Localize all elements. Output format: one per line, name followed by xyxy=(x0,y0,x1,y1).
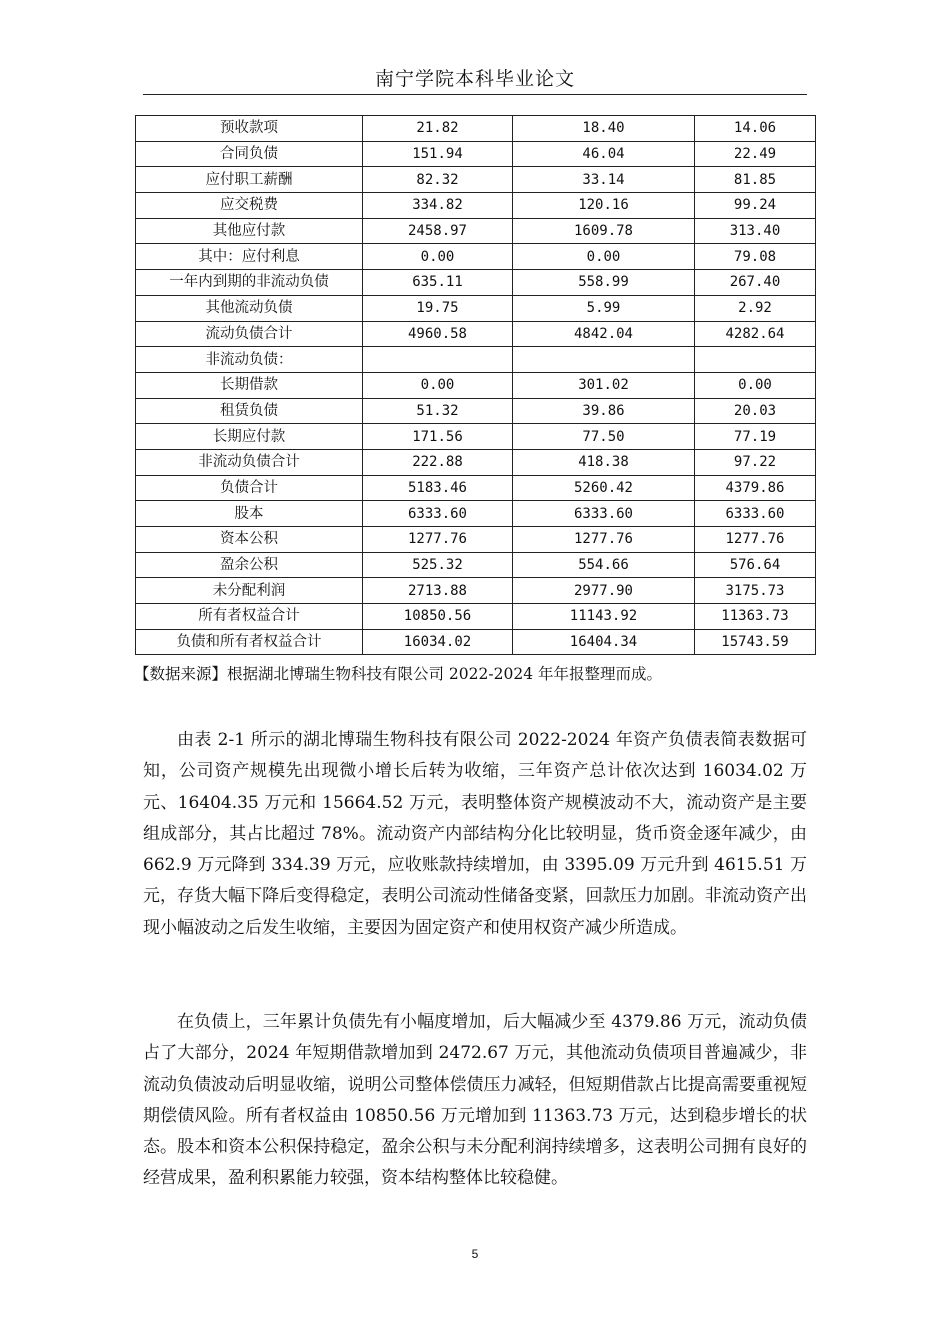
table-row xyxy=(136,629,816,655)
value-cell: 39.86 xyxy=(513,398,695,424)
value-cell: 0.00 xyxy=(513,244,695,270)
table-row xyxy=(136,398,816,424)
value-cell: 22.49 xyxy=(695,141,816,167)
table-row xyxy=(136,270,816,296)
balance-sheet-body xyxy=(136,116,816,655)
item-label-cell: 合同负债 xyxy=(136,141,363,167)
item-label-cell: 流动负债合计 xyxy=(136,321,363,347)
item-label-cell: 负债合计 xyxy=(136,475,363,501)
value-cell: 82.32 xyxy=(363,167,513,193)
value-cell: 11143.92 xyxy=(513,604,695,630)
value-cell: 222.88 xyxy=(363,449,513,475)
value-cell: 21.82 xyxy=(363,116,513,142)
item-label-cell: 负债和所有者权益合计 xyxy=(136,629,363,655)
table-row xyxy=(136,604,816,630)
value-cell: 2977.90 xyxy=(513,578,695,604)
value-cell: 4960.58 xyxy=(363,321,513,347)
table-row xyxy=(136,116,816,142)
table-row xyxy=(136,347,816,373)
item-label-cell: 租赁负债 xyxy=(136,398,363,424)
value-cell: 97.22 xyxy=(695,449,816,475)
value-cell: 418.38 xyxy=(513,449,695,475)
value-cell: 525.32 xyxy=(363,552,513,578)
value-cell: 10850.56 xyxy=(363,604,513,630)
header-rule xyxy=(143,94,807,95)
value-cell: 151.94 xyxy=(363,141,513,167)
item-label-cell: 所有者权益合计 xyxy=(136,604,363,630)
table-row xyxy=(136,527,816,553)
value-cell: 2713.88 xyxy=(363,578,513,604)
data-source-note: 【数据来源】根据湖北博瑞生物科技有限公司 2022-2024 年年报整理而成。 xyxy=(134,665,662,683)
value-cell: 0.00 xyxy=(695,372,816,398)
value-cell: 635.11 xyxy=(363,270,513,296)
balance-sheet-table xyxy=(135,115,816,655)
value-cell: 1277.76 xyxy=(695,527,816,553)
value-cell: 313.40 xyxy=(695,218,816,244)
value-cell: 558.99 xyxy=(513,270,695,296)
value-cell: 33.14 xyxy=(513,167,695,193)
value-cell: 4282.64 xyxy=(695,321,816,347)
item-label-cell: 其他流动负债 xyxy=(136,295,363,321)
value-cell: 6333.60 xyxy=(695,501,816,527)
table-row xyxy=(136,295,816,321)
value-cell: 0.00 xyxy=(363,244,513,270)
item-label-cell: 应交税费 xyxy=(136,193,363,219)
value-cell: 16034.02 xyxy=(363,629,513,655)
value-cell: 2.92 xyxy=(695,295,816,321)
item-label-cell: 长期应付款 xyxy=(136,424,363,450)
table-row xyxy=(136,193,816,219)
value-cell: 4379.86 xyxy=(695,475,816,501)
page-header-title: 南宁学院本科毕业论文 xyxy=(374,68,575,90)
table-row xyxy=(136,244,816,270)
item-label-cell: 非流动负债： xyxy=(136,347,363,373)
value-cell: 77.50 xyxy=(513,424,695,450)
value-cell: 79.08 xyxy=(695,244,816,270)
value-cell: 4842.04 xyxy=(513,321,695,347)
item-label-cell: 资本公积 xyxy=(136,527,363,553)
value-cell: 171.56 xyxy=(363,424,513,450)
item-label-cell: 应付职工薪酬 xyxy=(136,167,363,193)
value-cell: 1277.76 xyxy=(513,527,695,553)
value-cell: 301.02 xyxy=(513,372,695,398)
table-row xyxy=(136,424,816,450)
value-cell: 18.40 xyxy=(513,116,695,142)
item-label-cell: 长期借款 xyxy=(136,372,363,398)
page-number: 5 xyxy=(471,1247,479,1261)
table-row xyxy=(136,501,816,527)
table-row xyxy=(136,578,816,604)
value-cell: 6333.60 xyxy=(513,501,695,527)
table-row xyxy=(136,141,816,167)
value-cell: 6333.60 xyxy=(363,501,513,527)
item-label-cell: 其他应付款 xyxy=(136,218,363,244)
item-label-cell: 预收款项 xyxy=(136,116,363,142)
item-label-cell: 其中：应付利息 xyxy=(136,244,363,270)
table-row xyxy=(136,167,816,193)
value-cell: 16404.34 xyxy=(513,629,695,655)
table-row xyxy=(136,372,816,398)
value-cell: 0.00 xyxy=(363,372,513,398)
value-cell: 1277.76 xyxy=(363,527,513,553)
value-cell: 5.99 xyxy=(513,295,695,321)
value-cell xyxy=(695,347,816,373)
value-cell: 99.24 xyxy=(695,193,816,219)
table-row xyxy=(136,475,816,501)
value-cell: 334.82 xyxy=(363,193,513,219)
analysis-paragraph-liabilities: 在负债上，三年累计负债先有小幅度增加，后大幅减少至 4379.86 万元，流动负债占了大部分，2024 年短期借款增加到 2472.67 万元，其他流动负债项目普遍减少，非流动负债波动后明显收缩，说明公司整体偿债压力减轻，但短期借款占比提高需要重视短期偿债风险。所有者权益由 10850.56 万元增加到 11363.73 万元，达到稳步增长的状态。股本和资本公积保持稳定，盈余公积与未分配利润持续增多，这表明公司拥有良好的经营成果，盈利积累能力较强，资本结构整体比较稳健。 xyxy=(143,1012,807,1189)
value-cell: 5183.46 xyxy=(363,475,513,501)
value-cell xyxy=(513,347,695,373)
value-cell: 77.19 xyxy=(695,424,816,450)
value-cell: 51.32 xyxy=(363,398,513,424)
value-cell: 576.64 xyxy=(695,552,816,578)
value-cell: 2458.97 xyxy=(363,218,513,244)
value-cell: 267.40 xyxy=(695,270,816,296)
item-label-cell: 股本 xyxy=(136,501,363,527)
value-cell: 3175.73 xyxy=(695,578,816,604)
value-cell: 46.04 xyxy=(513,141,695,167)
item-label-cell: 盈余公积 xyxy=(136,552,363,578)
table-row xyxy=(136,449,816,475)
table-row xyxy=(136,552,816,578)
value-cell: 120.16 xyxy=(513,193,695,219)
value-cell: 20.03 xyxy=(695,398,816,424)
value-cell: 14.06 xyxy=(695,116,816,142)
value-cell: 5260.42 xyxy=(513,475,695,501)
value-cell: 554.66 xyxy=(513,552,695,578)
item-label-cell: 一年内到期的非流动负债 xyxy=(136,270,363,296)
table-row xyxy=(136,218,816,244)
value-cell: 1609.78 xyxy=(513,218,695,244)
value-cell: 81.85 xyxy=(695,167,816,193)
value-cell: 19.75 xyxy=(363,295,513,321)
value-cell: 11363.73 xyxy=(695,604,816,630)
item-label-cell: 未分配利润 xyxy=(136,578,363,604)
table-row xyxy=(136,321,816,347)
value-cell: 15743.59 xyxy=(695,629,816,655)
value-cell xyxy=(363,347,513,373)
item-label-cell: 非流动负债合计 xyxy=(136,449,363,475)
analysis-paragraph-assets: 由表 2-1 所示的湖北博瑞生物科技有限公司 2022-2024 年资产负债表简表数据可知，公司资产规模先出现微小增长后转为收缩，三年资产总计依次达到 16034.02 万元、16404.35 万元和 15664.52 万元，表明整体资产规模波动不大，流动资产是主要组成部分，其占比超过 78%。流动资产内部结构分化比较明显，货币资金逐年减少，由 662.9 万元降到 334.39 万元，应收账款持续增加，由 3395.09 万元升到 4615.51 万元，存货大幅下降后变得稳定，表明公司流动性储备变紧，回款压力加剧。非流动资产出现小幅波动之后发生收缩，主要因为固定资产和使用权资产减少所造成。 xyxy=(143,730,807,938)
